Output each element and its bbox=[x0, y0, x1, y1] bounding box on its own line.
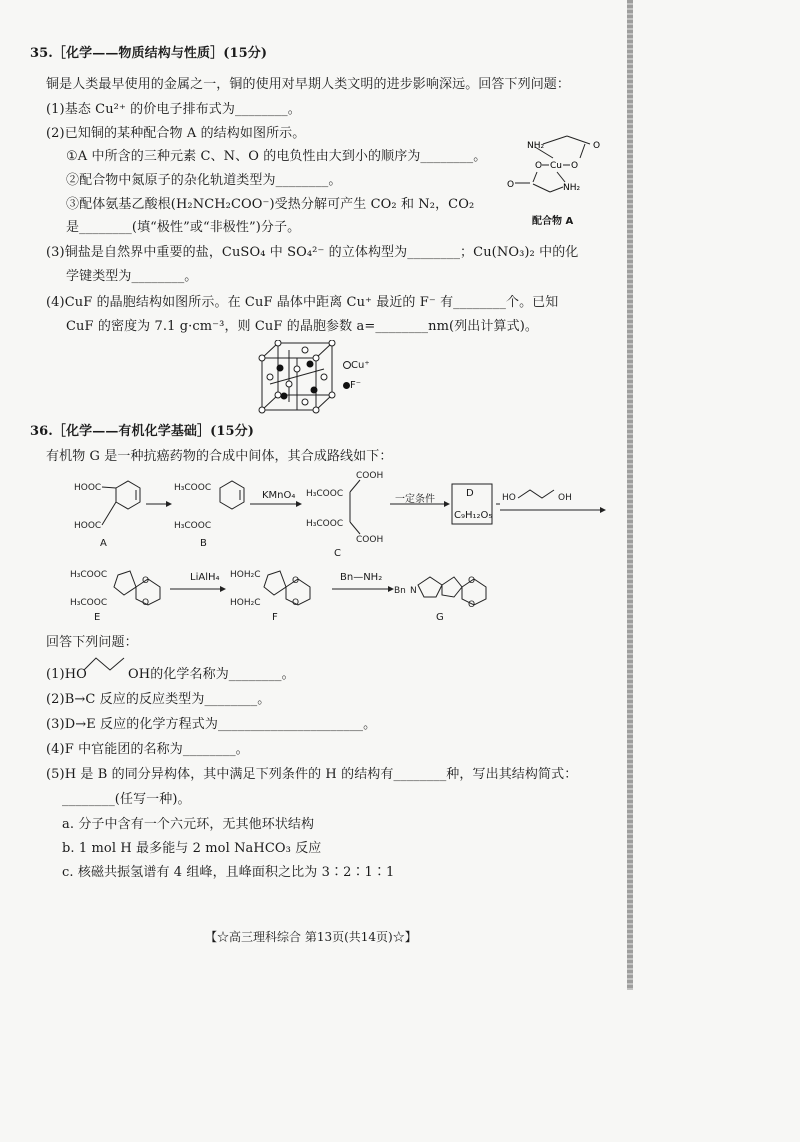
svg-text:HOOC: HOOC bbox=[74, 521, 102, 531]
svg-text:COOH: COOH bbox=[356, 471, 384, 481]
svg-text:NH₂: NH₂ bbox=[527, 141, 545, 151]
cuf-unit-cell bbox=[258, 340, 338, 419]
complex-a-caption: 配合物 A bbox=[532, 216, 574, 227]
q35-part2-c1: ③配体氨基乙酸根(H₂NCH₂COO⁻)受热分解可产生 CO₂ 和 N₂，CO₂ bbox=[66, 197, 475, 212]
q36-condition-a: a. 分子中含有一个六元环，无其他环状结构 bbox=[62, 817, 315, 832]
q36-condition-b: b. 1 mol H 最多能与 2 mol NaHCO₃ 反应 bbox=[62, 841, 322, 856]
q36-answer-prompt: 回答下列问题： bbox=[46, 635, 138, 650]
cell-legend-cu: Cu⁺ bbox=[343, 360, 370, 371]
q35-part2-a: ①A 中所含的三种元素 C、N、O 的电负性由大到小的顺序为________。 bbox=[66, 149, 487, 164]
box-d-label: D bbox=[466, 488, 474, 499]
diol-zigzag bbox=[82, 654, 128, 678]
svg-text:O: O bbox=[535, 161, 543, 171]
q36-intro: 有机物 G 是一种抗癌药物的合成中间体，其合成路线如下： bbox=[46, 449, 393, 464]
q35-part3-b: 学键类型为________。 bbox=[66, 269, 198, 284]
svg-text:HOH₂C: HOH₂C bbox=[230, 598, 261, 608]
svg-text:O: O bbox=[292, 576, 300, 586]
cond-kmno4: KMnO₄ bbox=[262, 490, 296, 501]
page-footer: 【☆高三理科综合 第13页(共14页)☆】 bbox=[205, 930, 417, 944]
svg-text:NH₂: NH₂ bbox=[563, 183, 581, 193]
svg-text:O: O bbox=[292, 598, 300, 608]
q36-sub1-end: OH的化学名称为________。 bbox=[128, 667, 295, 682]
svg-text:O: O bbox=[468, 600, 476, 610]
synthesis-row-2 bbox=[70, 565, 540, 629]
label-a: A bbox=[100, 538, 107, 549]
svg-text:O: O bbox=[571, 161, 579, 171]
label-b: B bbox=[200, 538, 207, 549]
svg-text:H₃COOC: H₃COOC bbox=[174, 483, 212, 493]
cond-lialh4: LiAlH₄ bbox=[190, 572, 220, 583]
scan-page-edge bbox=[627, 0, 633, 990]
q35-title: 35.［化学——物质结构与性质］(15分) bbox=[30, 46, 268, 61]
svg-text:OH: OH bbox=[558, 493, 572, 503]
box-d-formula: C₉H₁₂O₅ bbox=[454, 510, 493, 521]
q36-title: 36.［化学——有机化学基础］(15分) bbox=[30, 424, 255, 439]
svg-text:HOOC: HOOC bbox=[74, 483, 102, 493]
cond-yiding: 一定条件 bbox=[395, 494, 435, 505]
q35-part2-b: ②配合物中氮原子的杂化轨道类型为________。 bbox=[66, 173, 342, 188]
q36-sub3: (3)D→E 反应的化学方程式为______________________。 bbox=[46, 717, 377, 732]
svg-text:H₃COOC: H₃COOC bbox=[70, 598, 108, 608]
svg-text:O: O bbox=[468, 576, 476, 586]
svg-text:Cu: Cu bbox=[550, 161, 562, 171]
q35-part2-c2: 是________(填“极性”或“非极性”)分子。 bbox=[66, 220, 301, 235]
label-e: E bbox=[94, 612, 101, 623]
q35-part4-a: (4)CuF 的晶胞结构如图所示。在 CuF 晶体中距离 Cu⁺ 最近的 F⁻ 有________个。已知 bbox=[46, 295, 559, 310]
svg-text:HO: HO bbox=[502, 493, 516, 503]
q35-part4-b: CuF 的密度为 7.1 g·cm⁻³，则 CuF 的晶胞参数 a=________nm(列出计算式)。 bbox=[66, 319, 538, 334]
q36-sub5-a: (5)H 是 B 的同分异构体，其中满足下列条件的 H 的结构有________种，写出其结构简式： bbox=[46, 767, 578, 782]
svg-text:H₃COOC: H₃COOC bbox=[306, 519, 344, 529]
svg-text:O: O bbox=[142, 598, 150, 608]
label-g: G bbox=[436, 612, 444, 623]
svg-text:O: O bbox=[593, 141, 601, 151]
svg-text:COOH: COOH bbox=[356, 535, 384, 545]
label-c: C bbox=[334, 548, 341, 559]
q35-part3-a: (3)铜盐是自然界中重要的盐，CuSO₄ 中 SO₄²⁻ 的立体构型为________；Cu(NO₃)₂ 中的化 bbox=[46, 245, 579, 260]
q35-part1: (1)基态 Cu²⁺ 的价电子排布式为________。 bbox=[46, 102, 301, 117]
q36-sub1-start: (1)HO bbox=[46, 667, 87, 682]
q36-sub2: (2)B→C 反应的反应类型为________。 bbox=[46, 692, 271, 707]
q36-sub5-b: ________(任写一种)。 bbox=[62, 792, 191, 807]
svg-text:H₃COOC: H₃COOC bbox=[70, 570, 108, 580]
svg-text:N: N bbox=[410, 586, 417, 596]
svg-text:O: O bbox=[142, 576, 150, 586]
label-f: F bbox=[272, 612, 278, 623]
q35-part2: (2)已知铜的某种配合物 A 的结构如图所示。 bbox=[46, 126, 306, 141]
svg-text:HOH₂C: HOH₂C bbox=[230, 570, 261, 580]
complex-a-structure bbox=[505, 130, 620, 219]
svg-text:Bn: Bn bbox=[394, 586, 406, 596]
svg-text:H₃COOC: H₃COOC bbox=[174, 521, 212, 531]
svg-text:O: O bbox=[507, 180, 515, 190]
q36-sub4: (4)F 中官能团的名称为________。 bbox=[46, 742, 249, 757]
cell-legend-f: F⁻ bbox=[343, 380, 361, 391]
svg-text:H₃COOC: H₃COOC bbox=[306, 489, 344, 499]
q36-condition-c: c. 核磁共振氢谱有 4 组峰，且峰面积之比为 3∶2∶1∶1 bbox=[62, 865, 395, 880]
cond-bn-nh2: Bn—NH₂ bbox=[340, 572, 383, 583]
q35-intro: 铜是人类最早使用的金属之一，铜的使用对早期人类文明的进步影响深远。回答下列问题： bbox=[46, 77, 571, 92]
